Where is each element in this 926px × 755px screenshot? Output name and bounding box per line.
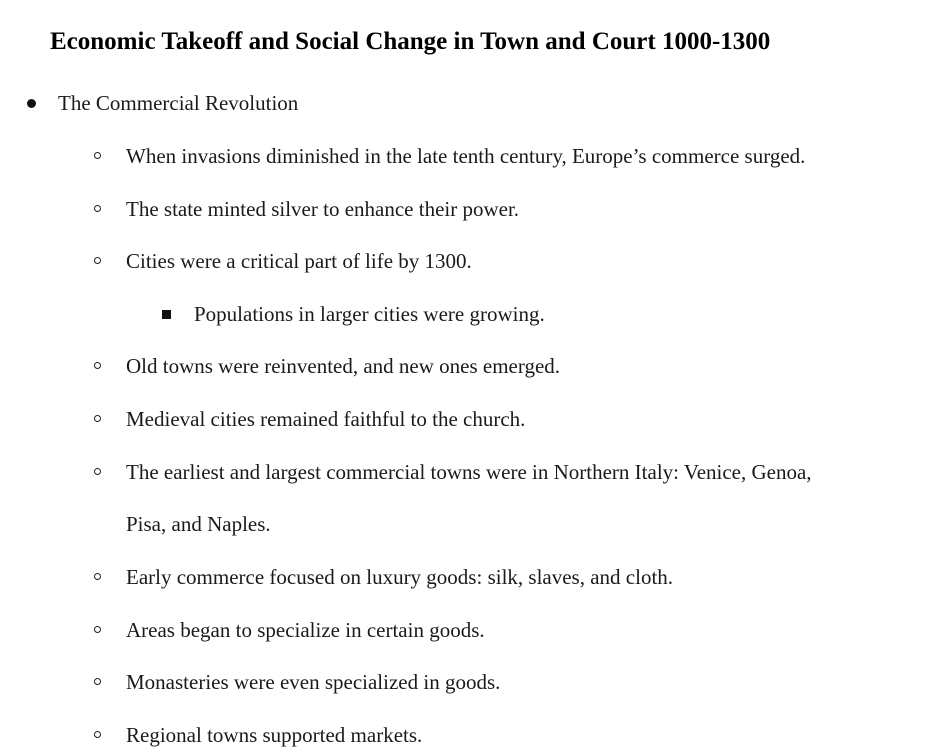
list-item: When invasions diminished in the late tenth century, Europe’s commerce surged.	[126, 144, 806, 168]
bullet-square-icon	[162, 310, 171, 319]
bullet-circle-icon	[94, 731, 101, 738]
bullet-circle-icon	[94, 362, 101, 369]
bullet-circle-icon	[94, 205, 101, 212]
list-item: Populations in larger cities were growing.	[194, 302, 545, 326]
list-item: Old towns were reinvented, and new ones emerged.	[126, 354, 561, 378]
list-item: Early commerce focused on luxury goods: silk, slaves, and cloth.	[126, 565, 674, 589]
list-item-continuation: Pisa, and Naples.	[126, 512, 271, 536]
bullet-circle-icon	[94, 626, 101, 633]
bullet-circle-icon	[94, 152, 101, 159]
section-heading: The Commercial Revolution	[58, 91, 299, 115]
page-title: Economic Takeoff and Social Change in Town and Court 1000-1300	[50, 28, 771, 55]
list-item: Regional towns supported markets.	[126, 723, 423, 747]
list-item: The earliest and largest commercial towns were in Northern Italy: Venice, Genoa,	[126, 460, 812, 484]
bullet-circle-icon	[94, 257, 101, 264]
list-item: Monasteries were even specialized in goods.	[126, 670, 501, 694]
bullet-disc-icon	[27, 99, 36, 108]
bullet-circle-icon	[94, 468, 101, 475]
list-item: Areas began to specialize in certain goods.	[126, 618, 485, 642]
bullet-circle-icon	[94, 573, 101, 580]
bullet-circle-icon	[94, 415, 101, 422]
list-item: The state minted silver to enhance their power.	[126, 197, 520, 221]
bullet-circle-icon	[94, 678, 101, 685]
list-item: Medieval cities remained faithful to the church.	[126, 407, 526, 431]
list-item: Cities were a critical part of life by 1300.	[126, 249, 472, 273]
